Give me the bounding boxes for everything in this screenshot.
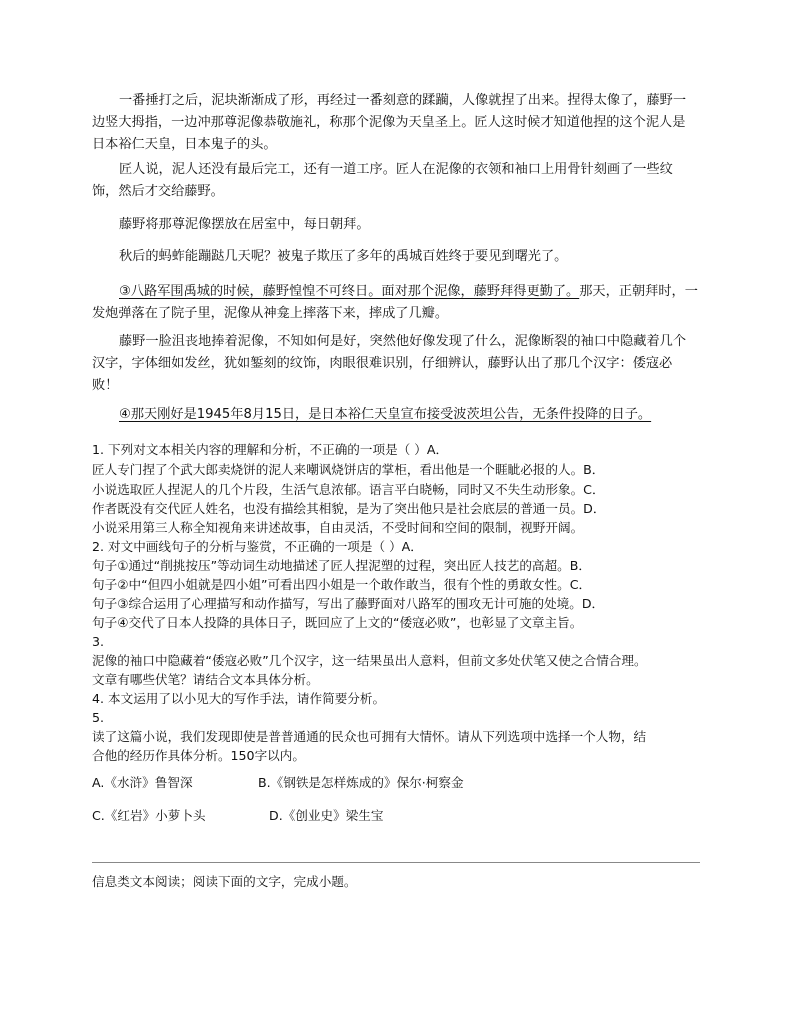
question-2-stem: 2. 对文中画线句子的分析与鉴赏，不正确的一项是（ ）A． — [92, 539, 423, 554]
question-2-option-b: 句子②中“但四小姐就是四小姐”可看出四小姐是一个敢作敢当，很有个性的勇敢女性。C． — [92, 577, 592, 592]
passage-paragraph-2: 匠人说，泥人还没有最后完工，还有一道工序。匠人在泥像的衣领和袖口上用骨针刻画了一些纹饰，然后才交给藤野。 — [92, 162, 673, 199]
question-1-option-c: 作者既没有交代匠人姓名，也没有描绘其相貌，是为了突出他只是社会底层的普通一员。D． — [92, 501, 606, 516]
question-2-option-d: 句子④交代了日本人投降的具体日子，既回应了上文的“倭寇必败”，也彰显了文章主旨。 — [92, 615, 583, 630]
section-footer-instruction: 信息类文本阅读；阅读下面的文字，完成小题。 — [92, 874, 357, 889]
underlined-sentence-4: ④那天刚好是1945年8月15日，是日本裕仁天皇宣布接受波茨坦公告，无条件投降的日子。 — [119, 407, 652, 422]
question-1-option-d: 小说采用第三人称全知视角来讲述故事，自由灵活，不受时间和空间的限制，视野开阔。 — [92, 520, 584, 535]
passage-paragraph-3: 藤野将那尊泥像摆放在居室中，每日朝拜。 — [119, 217, 370, 232]
question-1-option-a: 匠人专门捏了个武大郎卖烧饼的泥人来嘲讽烧饼店的掌柜，看出他是一个睚眦必报的人。B． — [92, 462, 605, 477]
passage-paragraph-1: 一番捶打之后，泥块渐渐成了形，再经过一番刻意的蹂躏，人像就捏了出来。捏得太像了，藤野一边竖大拇指，一边冲那尊泥像恭敬施礼，称那个泥像为天皇圣上。匠人这时候才知道他捏的这个泥人是日本裕仁天皇，日本鬼子的头。 — [92, 93, 687, 152]
question-3-text-line-2: 文章有哪些伏笔？请结合文本具体分析。 — [92, 672, 319, 687]
question-2-option-a: 句子①通过“削挑按压”等动词生动地描述了匠人捏泥塑的过程，突出匠人技艺的高超。B． — [92, 558, 591, 573]
question-5-choice-a: A.《水浒》鲁智深 — [92, 775, 193, 790]
passage-paragraph-4: 秋后的蚂蚱能蹦跶几天呢？被鬼子欺压了多年的禹城百姓终于要见到曙光了。 — [119, 249, 568, 264]
question-5-choice-c: C.《红岩》小萝卜头 — [92, 808, 206, 823]
section-divider — [92, 862, 700, 863]
question-5-number: 5. — [92, 710, 105, 725]
question-3-text-line-1: 泥像的袖口中隐藏着“倭寇必败”几个汉字，这一结果虽出人意料，但前文多处伏笔又使之合情合理。 — [92, 653, 647, 668]
question-4-text: 4. 本文运用了以小见大的写作手法，请作简要分析。 — [92, 691, 386, 706]
question-5-text-line-2: 合他的经历作具体分析。150字以内。 — [92, 748, 305, 763]
question-2-option-c: 句子③综合运用了心理描写和动作描写，写出了藤野面对八路军的围攻无计可施的处境。D． — [92, 596, 605, 611]
paragraph-5-rest: 那天，正朝拜时，一发炮弹落在了院子里，泥像从神龛上摔落下来，摔成了几瓣。 — [92, 284, 698, 321]
question-3-number: 3. — [92, 634, 105, 649]
underlined-sentence-3: ③八路军围禹城的时候，藤野惶惶不可终日。面对那个泥像，藤野拜得更勤了。 — [119, 284, 580, 299]
question-1-option-b: 小说选取匠人捏泥人的几个片段，生活气息浓郁。语言平白晓畅，同时又不失生动形象。C． — [92, 482, 605, 497]
question-1-stem: 1. 下列对文本相关内容的理解和分析，不正确的一项是（ ）A． — [92, 442, 449, 457]
question-5-text-line-1: 读了这篇小说，我们发现即使是普普通通的民众也可拥有大情怀。请从下列选项中选择一个人物，结 — [92, 729, 647, 744]
question-5-choice-b: B.《钢铁是怎样炼成的》保尔·柯察金 — [258, 775, 464, 790]
passage-paragraph-5 — [92, 281, 698, 325]
passage-paragraph-6: 藤野一脸沮丧地捧着泥像，不知如何是好，突然他好像发现了什么，泥像断裂的袖口中隐藏着几个汉字，字体细如发丝，犹如錾刻的纹饰，肉眼很难识别，仔细辨认，藤野认出了那几个汉字：倭寇必败！ — [92, 334, 687, 393]
question-5-choice-d: D.《创业史》梁生宝 — [269, 808, 384, 823]
passage-paragraph-7 — [92, 404, 698, 426]
